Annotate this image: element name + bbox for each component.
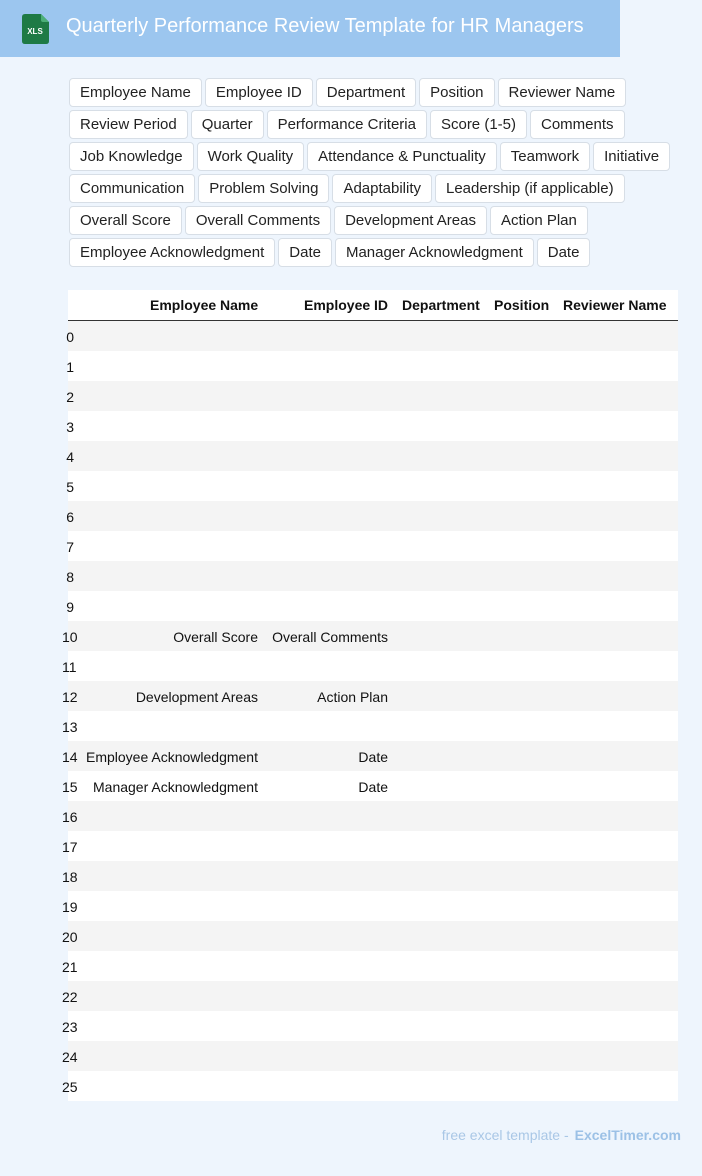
column-header-employee-name: Employee Name <box>150 297 259 313</box>
row-index: 10 <box>62 629 78 645</box>
table-row <box>68 471 678 501</box>
table-row <box>68 321 678 351</box>
field-tag[interactable]: Score (1-5) <box>430 110 527 139</box>
row-index: 14 <box>62 749 78 765</box>
row-index: 22 <box>62 989 78 1005</box>
field-tag[interactable]: Quarter <box>191 110 264 139</box>
table-row <box>62 1011 678 1041</box>
spreadsheet-preview <box>62 290 678 1101</box>
table-row <box>62 711 678 741</box>
field-tag[interactable]: Overall Score <box>69 206 182 235</box>
table-row <box>68 561 678 591</box>
row-index: 24 <box>62 1049 78 1065</box>
field-tag[interactable]: Manager Acknowledgment <box>335 238 534 267</box>
row-index: 23 <box>62 1019 78 1035</box>
field-tag[interactable]: Review Period <box>69 110 188 139</box>
row-index: 3 <box>66 419 74 435</box>
row-index: 13 <box>62 719 78 735</box>
field-tag[interactable]: Reviewer Name <box>498 78 627 107</box>
table-row <box>62 831 678 861</box>
field-tag[interactable]: Development Areas <box>334 206 487 235</box>
table-row <box>62 861 678 891</box>
field-tag[interactable]: Position <box>419 78 494 107</box>
field-tag[interactable]: Leadership (if applicable) <box>435 174 625 203</box>
table-row <box>62 921 678 951</box>
row-index: 2 <box>66 389 74 405</box>
row-index: 25 <box>62 1079 78 1095</box>
table-row <box>62 1071 678 1101</box>
row-index: 4 <box>66 449 74 465</box>
row-index: 18 <box>62 869 78 885</box>
row-index: 19 <box>62 899 78 915</box>
table-row <box>62 651 678 681</box>
footer-brand-link[interactable]: ExcelTimer.com <box>574 1127 681 1143</box>
table-cell: Date <box>358 779 388 795</box>
field-tag[interactable]: Employee ID <box>205 78 313 107</box>
row-index: 6 <box>66 509 74 525</box>
xls-file-icon <box>22 14 50 44</box>
row-index: 12 <box>62 689 78 705</box>
table-row <box>62 771 678 801</box>
column-header-reviewer-name: Reviewer Name <box>563 297 667 313</box>
field-tag[interactable]: Overall Comments <box>185 206 331 235</box>
sheet-header-row <box>68 290 678 321</box>
table-row <box>62 621 678 651</box>
footer-prefix: free excel template - <box>441 1127 569 1143</box>
table-row <box>62 1041 678 1071</box>
field-tag[interactable]: Job Knowledge <box>69 142 194 171</box>
tag-row <box>69 78 679 110</box>
table-row <box>68 351 678 381</box>
table-row <box>68 381 678 411</box>
table-cell: Development Areas <box>135 689 258 705</box>
row-index: 5 <box>66 479 74 495</box>
title-bar <box>0 0 620 57</box>
table-cell: Overall Comments <box>272 629 388 645</box>
row-index: 21 <box>62 959 78 975</box>
table-row <box>68 531 678 561</box>
table-row <box>68 411 678 441</box>
table-row <box>62 891 678 921</box>
table-row <box>62 951 678 981</box>
column-header-position: Position <box>494 297 550 313</box>
field-tag[interactable]: Initiative <box>593 142 670 171</box>
tag-row <box>69 174 679 206</box>
footer-credit <box>442 1127 681 1143</box>
tag-row <box>69 110 679 142</box>
svg-text:XLS: XLS <box>27 27 43 36</box>
field-tag[interactable]: Employee Acknowledgment <box>69 238 275 267</box>
field-tag[interactable]: Problem Solving <box>198 174 329 203</box>
row-index: 15 <box>62 779 78 795</box>
table-cell: Manager Acknowledgment <box>93 779 258 795</box>
field-tag[interactable]: Date <box>278 238 332 267</box>
field-tag[interactable]: Action Plan <box>490 206 588 235</box>
table-cell: Action Plan <box>317 689 388 705</box>
table-cell: Overall Score <box>173 629 258 645</box>
row-index: 17 <box>62 839 78 855</box>
table-row <box>62 801 678 831</box>
field-tag[interactable]: Teamwork <box>500 142 590 171</box>
row-index: 7 <box>66 539 74 555</box>
row-index: 9 <box>66 599 74 615</box>
row-index: 8 <box>66 569 74 585</box>
table-row <box>62 741 678 771</box>
table-row <box>62 981 678 1011</box>
column-header-employee-id: Employee ID <box>304 297 389 313</box>
row-index: 1 <box>66 359 74 375</box>
field-tag[interactable]: Department <box>316 78 416 107</box>
field-tag[interactable]: Comments <box>530 110 625 139</box>
column-header-department: Department <box>402 297 480 313</box>
table-row <box>68 501 678 531</box>
field-tag[interactable]: Communication <box>69 174 195 203</box>
tag-row <box>69 142 679 174</box>
row-index: 16 <box>62 809 78 825</box>
table-row <box>68 441 678 471</box>
table-row <box>68 591 678 621</box>
field-tag[interactable]: Adaptability <box>332 174 432 203</box>
table-cell: Employee Acknowledgment <box>86 749 258 765</box>
field-tag[interactable]: Work Quality <box>197 142 305 171</box>
table-row <box>62 681 678 711</box>
table-cell: Date <box>358 749 388 765</box>
field-tag-list <box>69 78 679 270</box>
page-title: Quarterly Performance Review Template for HR Managers <box>66 15 584 37</box>
row-index: 0 <box>66 329 74 345</box>
tag-row <box>69 206 679 238</box>
field-tag[interactable]: Employee Name <box>69 78 202 107</box>
tag-row <box>69 238 679 270</box>
row-index: 20 <box>62 929 78 945</box>
field-tag[interactable]: Attendance & Punctuality <box>307 142 497 171</box>
field-tag[interactable]: Performance Criteria <box>267 110 427 139</box>
row-index: 11 <box>62 659 77 675</box>
field-tag[interactable]: Date <box>537 238 591 267</box>
